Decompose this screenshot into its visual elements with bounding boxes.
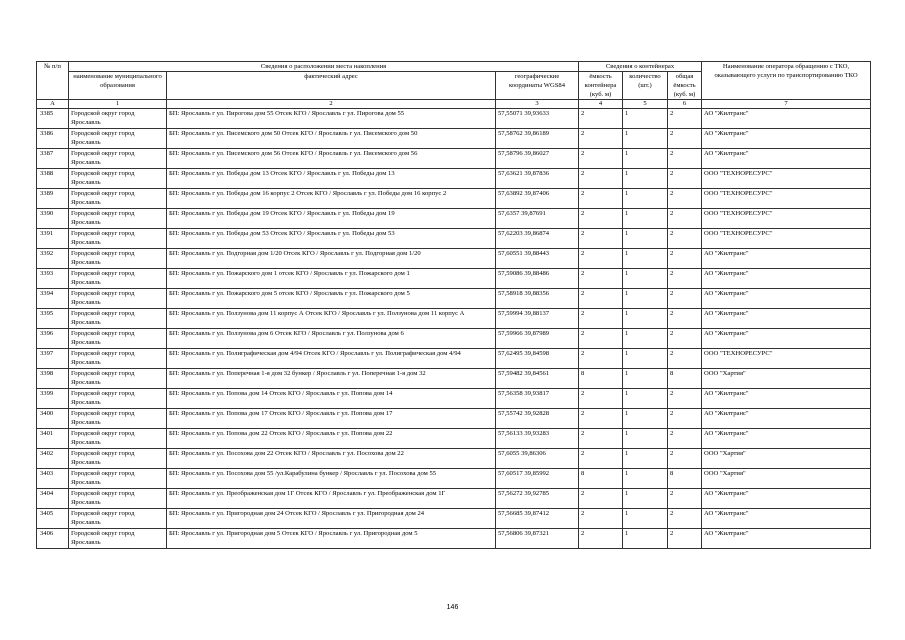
header-num-2: 2 (167, 100, 496, 109)
cell-address: БП: Ярославль г ул. Попова дом 17 Отсек КГО / Ярославль г ул. Попова дом 17 (167, 409, 496, 429)
cell-coordinates: 57,63621 39,87836 (496, 169, 579, 189)
cell-coordinates: 57,56358 39,93817 (496, 389, 579, 409)
cell-capacity: 2 (579, 109, 623, 129)
cell-operator: АО "Жилтранс" (702, 389, 871, 409)
cell-municipality: Городской округ город Ярославль (69, 369, 167, 389)
cell-count: 1 (623, 349, 668, 369)
cell-municipality: Городской округ город Ярославль (69, 529, 167, 549)
cell-coordinates: 57,58796 39,86027 (496, 149, 579, 169)
header-capacity: ёмкость контейнера (куб. м) (579, 72, 623, 100)
cell-address: БП: Ярославль г ул. Ползунова дом 6 Отсек КГО / Ярославль г ул. Ползунова дом 6 (167, 329, 496, 349)
cell-row-number: 3397 (37, 349, 69, 369)
cell-coordinates: 57,60551 39,88443 (496, 249, 579, 269)
cell-capacity: 2 (579, 169, 623, 189)
cell-operator: АО "Жилтранс" (702, 329, 871, 349)
cell-municipality: Городской округ город Ярославль (69, 389, 167, 409)
cell-address: БП: Ярославль г ул. Попова дом 22 Отсек КГО / Ярославль г ул. Попова дом 22 (167, 429, 496, 449)
header-num-7: 7 (702, 100, 871, 109)
cell-row-number: 3404 (37, 489, 69, 509)
cell-row-number: 3390 (37, 209, 69, 229)
cell-capacity: 2 (579, 209, 623, 229)
cell-total-capacity: 2 (668, 349, 702, 369)
cell-row-number: 3403 (37, 469, 69, 489)
cell-address: БП: Ярославль г ул. Ползунова дом 11 корпус А Отсек КГО / Ярославль г ул. Ползунова дом 11 корпус А (167, 309, 496, 329)
cell-municipality: Городской округ город Ярославль (69, 509, 167, 529)
cell-count: 1 (623, 109, 668, 129)
container-sites-table (36, 61, 871, 549)
cell-address: БП: Ярославль г ул. Поперечная 1-я дом 32 бункер / Ярославль г ул. Поперечная 1-я дом 32 (167, 369, 496, 389)
cell-address: БП: Ярославль г ул. Подгорная дом 1/20 Отсек КГО / Ярославль г ул. Подгорная дом 1/20 (167, 249, 496, 269)
header-municipality: наименование муниципального образования (69, 72, 167, 100)
header-num-6: 6 (668, 100, 702, 109)
table-row (37, 309, 871, 329)
cell-total-capacity: 2 (668, 109, 702, 129)
cell-operator: АО "Жилтранс" (702, 249, 871, 269)
cell-total-capacity: 2 (668, 289, 702, 309)
cell-count: 1 (623, 269, 668, 289)
cell-coordinates: 57,59086 39,88486 (496, 269, 579, 289)
cell-operator: АО "Жилтранс" (702, 509, 871, 529)
table-row (37, 369, 871, 389)
cell-total-capacity: 2 (668, 329, 702, 349)
table-row (37, 269, 871, 289)
cell-municipality: Городской округ город Ярославль (69, 329, 167, 349)
cell-address: БП: Ярославль г ул. Преображенская дом 1Г Отсек КГО / Ярославль г ул. Преображенская дом 1Г (167, 489, 496, 509)
cell-count: 1 (623, 149, 668, 169)
cell-operator: АО "Жилтранс" (702, 109, 871, 129)
table-row (37, 129, 871, 149)
cell-municipality: Городской округ город Ярославль (69, 289, 167, 309)
cell-address: БП: Ярославль г ул. Победы дом 19 Отсек КГО / Ярославль г ул. Победы дом 19 (167, 209, 496, 229)
cell-count: 1 (623, 369, 668, 389)
cell-total-capacity: 2 (668, 189, 702, 209)
cell-coordinates: 57,59482 39,84561 (496, 369, 579, 389)
cell-count: 1 (623, 169, 668, 189)
table-row (37, 229, 871, 249)
cell-coordinates: 57,59966 39,87989 (496, 329, 579, 349)
cell-capacity: 2 (579, 389, 623, 409)
cell-coordinates: 57,60517 39,85992 (496, 469, 579, 489)
cell-address: БП: Ярославль г ул. Посохова дом 55 /ул.Карабулина бункер / Ярославль г ул. Посохова дом 55 (167, 469, 496, 489)
cell-operator: ООО "Хартия" (702, 369, 871, 389)
cell-address: БП: Ярославль г ул. Победы дом 53 Отсек КГО / Ярославль г ул. Победы дом 53 (167, 229, 496, 249)
cell-row-number: 3388 (37, 169, 69, 189)
cell-operator: ООО "ТЕХНОРЕСУРС" (702, 229, 871, 249)
cell-row-number: 3402 (37, 449, 69, 469)
cell-total-capacity: 2 (668, 409, 702, 429)
cell-capacity: 2 (579, 289, 623, 309)
cell-count: 1 (623, 389, 668, 409)
cell-total-capacity: 2 (668, 429, 702, 449)
header-num-5: 5 (623, 100, 668, 109)
cell-operator: АО "Жилтранс" (702, 129, 871, 149)
cell-coordinates: 57,62495 39,84598 (496, 349, 579, 369)
cell-capacity: 2 (579, 329, 623, 349)
cell-operator: ООО "ТЕХНОРЕСУРС" (702, 209, 871, 229)
cell-capacity: 2 (579, 269, 623, 289)
cell-operator: АО "Жилтранс" (702, 529, 871, 549)
cell-address: БП: Ярославль г ул. Писемского дом 50 Отсек КГО / Ярославль г ул. Писемского дом 50 (167, 129, 496, 149)
cell-capacity: 2 (579, 149, 623, 169)
cell-operator: АО "Жилтранс" (702, 269, 871, 289)
cell-capacity: 2 (579, 409, 623, 429)
cell-coordinates: 57,56685 39,87412 (496, 509, 579, 529)
cell-row-number: 3395 (37, 309, 69, 329)
cell-count: 1 (623, 529, 668, 549)
cell-capacity: 2 (579, 249, 623, 269)
cell-count: 1 (623, 129, 668, 149)
cell-total-capacity: 2 (668, 169, 702, 189)
cell-coordinates: 57,6357 39,87691 (496, 209, 579, 229)
cell-address: БП: Ярославль г ул. Писемского дом 56 Отсек КГО / Ярославль г ул. Писемского дом 56 (167, 149, 496, 169)
cell-municipality: Городской округ город Ярославль (69, 309, 167, 329)
table-row (37, 349, 871, 369)
cell-count: 1 (623, 409, 668, 429)
cell-count: 1 (623, 189, 668, 209)
cell-count: 1 (623, 249, 668, 269)
cell-municipality: Городской округ город Ярославль (69, 229, 167, 249)
cell-row-number: 3400 (37, 409, 69, 429)
header-operator-text: Наименование оператора обращению с ТКО, оказывающего услуги по транспортированию ТКО (714, 63, 858, 79)
table-row (37, 389, 871, 409)
header-num-3: 3 (496, 100, 579, 109)
cell-row-number: 3398 (37, 369, 69, 389)
table-row (37, 529, 871, 549)
cell-count: 1 (623, 229, 668, 249)
cell-total-capacity: 2 (668, 269, 702, 289)
table-row (37, 169, 871, 189)
cell-municipality: Городской округ город Ярославль (69, 269, 167, 289)
cell-row-number: 3389 (37, 189, 69, 209)
header-location-group: Сведения о расположении места накопления (69, 62, 579, 72)
cell-operator: АО "Жилтранс" (702, 149, 871, 169)
cell-count: 1 (623, 209, 668, 229)
cell-coordinates: 57,58918 39,88356 (496, 289, 579, 309)
cell-total-capacity: 2 (668, 309, 702, 329)
cell-address: БП: Ярославль г ул. Пригородная дом 24 Отсек КГО / Ярославль г ул. Пригородная дом 24 (167, 509, 496, 529)
cell-operator: АО "Жилтранс" (702, 409, 871, 429)
cell-address: БП: Ярославль г ул. Пожарского дом 1 отсек КГО / Ярославль г ул. Пожарского дом 1 (167, 269, 496, 289)
header-num-a: А (37, 100, 69, 109)
cell-address: БП: Ярославль г ул. Полиграфическая дом 4/94 Отсек КГО / Ярославль г ул. Полиграфическая дом 4/94 (167, 349, 496, 369)
cell-coordinates: 57,56133 39,93283 (496, 429, 579, 449)
cell-capacity: 2 (579, 309, 623, 329)
cell-coordinates: 57,56806 39,87321 (496, 529, 579, 549)
cell-coordinates: 57,55742 39,92828 (496, 409, 579, 429)
page-number: 146 (446, 604, 459, 611)
cell-coordinates: 57,6055 39,86306 (496, 449, 579, 469)
cell-row-number: 3393 (37, 269, 69, 289)
table-row (37, 149, 871, 169)
cell-operator: ООО "Хартия" (702, 469, 871, 489)
cell-capacity: 2 (579, 449, 623, 469)
cell-operator: ООО "ТЕХНОРЕСУРС" (702, 169, 871, 189)
cell-address: БП: Ярославль г ул. Пригородная дом 5 Отсек КГО / Ярославль г ул. Пригородная дом 5 (167, 529, 496, 549)
cell-address: БП: Ярославль г ул. Посохова дом 22 Отсек КГО / Ярославль г ул. Посохова дом 22 (167, 449, 496, 469)
cell-coordinates: 57,62203 39,86874 (496, 229, 579, 249)
cell-operator: ООО "ТЕХНОРЕСУРС" (702, 189, 871, 209)
cell-operator: АО "Жилтранс" (702, 289, 871, 309)
cell-coordinates: 57,58762 39,86189 (496, 129, 579, 149)
cell-row-number: 3396 (37, 329, 69, 349)
cell-capacity: 2 (579, 229, 623, 249)
table-row (37, 189, 871, 209)
cell-row-number: 3392 (37, 249, 69, 269)
header-row-number: № п/п (37, 62, 69, 100)
cell-municipality: Городской округ город Ярославль (69, 109, 167, 129)
table-row (37, 469, 871, 489)
cell-address: БП: Ярославль г ул. Пожарского дом 5 отсек КГО / Ярославль г ул. Пожарского дом 5 (167, 289, 496, 309)
cell-address: БП: Ярославль г ул. Пирогова дом 55 Отсек КГО / Ярославль г ул. Пирогова дом 55 (167, 109, 496, 129)
table-row (37, 289, 871, 309)
cell-capacity: 2 (579, 129, 623, 149)
cell-coordinates: 57,63892 39,87406 (496, 189, 579, 209)
cell-row-number: 3394 (37, 289, 69, 309)
cell-capacity: 2 (579, 509, 623, 529)
cell-operator: АО "Жилтранс" (702, 429, 871, 449)
cell-row-number: 3387 (37, 149, 69, 169)
cell-coordinates: 57,56272 39,92785 (496, 489, 579, 509)
table-row (37, 489, 871, 509)
cell-municipality: Городской округ город Ярославль (69, 189, 167, 209)
cell-capacity: 2 (579, 189, 623, 209)
cell-total-capacity: 2 (668, 489, 702, 509)
header-total-capacity: общая ёмкость (куб. м) (668, 72, 702, 100)
cell-total-capacity: 8 (668, 369, 702, 389)
table-row (37, 429, 871, 449)
cell-row-number: 3386 (37, 129, 69, 149)
cell-capacity: 2 (579, 429, 623, 449)
cell-count: 1 (623, 489, 668, 509)
cell-capacity: 2 (579, 529, 623, 549)
header-containers-group: Сведения о контейнерах (579, 62, 702, 72)
table-row (37, 109, 871, 129)
table-body (37, 109, 871, 549)
cell-municipality: Городской округ город Ярославль (69, 129, 167, 149)
cell-municipality: Городской округ город Ярославль (69, 169, 167, 189)
cell-municipality: Городской округ город Ярославль (69, 249, 167, 269)
cell-total-capacity: 2 (668, 209, 702, 229)
cell-total-capacity: 2 (668, 149, 702, 169)
cell-count: 1 (623, 449, 668, 469)
cell-coordinates: 57,55071 39,93633 (496, 109, 579, 129)
cell-count: 1 (623, 509, 668, 529)
cell-municipality: Городской округ город Ярославль (69, 429, 167, 449)
header-coordinates: географические координаты WGS84 (496, 72, 579, 100)
cell-total-capacity: 2 (668, 129, 702, 149)
cell-count: 1 (623, 289, 668, 309)
header-num-4: 4 (579, 100, 623, 109)
cell-count: 1 (623, 329, 668, 349)
header-address: фактический адрес (167, 72, 496, 100)
cell-total-capacity: 2 (668, 389, 702, 409)
table-row (37, 409, 871, 429)
cell-municipality: Городской округ город Ярославль (69, 449, 167, 469)
cell-row-number: 3405 (37, 509, 69, 529)
cell-total-capacity: 2 (668, 509, 702, 529)
cell-address: БП: Ярославль г ул. Победы дом 13 Отсек КГО / Ярославль г ул. Победы дом 13 (167, 169, 496, 189)
table-row (37, 249, 871, 269)
table-row (37, 329, 871, 349)
cell-row-number: 3385 (37, 109, 69, 129)
cell-municipality: Городской округ город Ярославль (69, 409, 167, 429)
cell-capacity: 8 (579, 469, 623, 489)
cell-municipality: Городской округ город Ярославль (69, 349, 167, 369)
header-num-1: 1 (69, 100, 167, 109)
cell-total-capacity: 2 (668, 249, 702, 269)
cell-row-number: 3406 (37, 529, 69, 549)
cell-total-capacity: 2 (668, 449, 702, 469)
table-header (37, 62, 871, 109)
cell-municipality: Городской округ город Ярославль (69, 149, 167, 169)
cell-count: 1 (623, 309, 668, 329)
table-row (37, 209, 871, 229)
cell-operator: АО "Жилтранс" (702, 489, 871, 509)
cell-operator: ООО "Хартия" (702, 449, 871, 469)
cell-coordinates: 57,59994 39,88137 (496, 309, 579, 329)
cell-count: 1 (623, 469, 668, 489)
cell-row-number: 3399 (37, 389, 69, 409)
cell-address: БП: Ярославль г ул. Попова дом 14 Отсек КГО / Ярославль г ул. Попова дом 14 (167, 389, 496, 409)
cell-count: 1 (623, 429, 668, 449)
cell-operator: ООО "ТЕХНОРЕСУРС" (702, 349, 871, 369)
cell-address: БП: Ярославль г ул. Победы дом 16 корпус 2 Отсек КГО / Ярославль г ул. Победы дом 16 корпус 2 (167, 189, 496, 209)
cell-municipality: Городской округ город Ярославль (69, 469, 167, 489)
cell-total-capacity: 8 (668, 469, 702, 489)
table-row (37, 449, 871, 469)
cell-total-capacity: 2 (668, 529, 702, 549)
cell-total-capacity: 2 (668, 229, 702, 249)
cell-municipality: Городской округ город Ярославль (69, 209, 167, 229)
cell-capacity: 2 (579, 349, 623, 369)
header-numbering-row (37, 100, 871, 109)
header-operator (702, 62, 871, 100)
cell-row-number: 3391 (37, 229, 69, 249)
cell-capacity: 8 (579, 369, 623, 389)
header-count: количество (шт.) (623, 72, 668, 100)
cell-capacity: 2 (579, 489, 623, 509)
table-row (37, 509, 871, 529)
cell-operator: АО "Жилтранс" (702, 309, 871, 329)
cell-municipality: Городской округ город Ярославль (69, 489, 167, 509)
cell-row-number: 3401 (37, 429, 69, 449)
